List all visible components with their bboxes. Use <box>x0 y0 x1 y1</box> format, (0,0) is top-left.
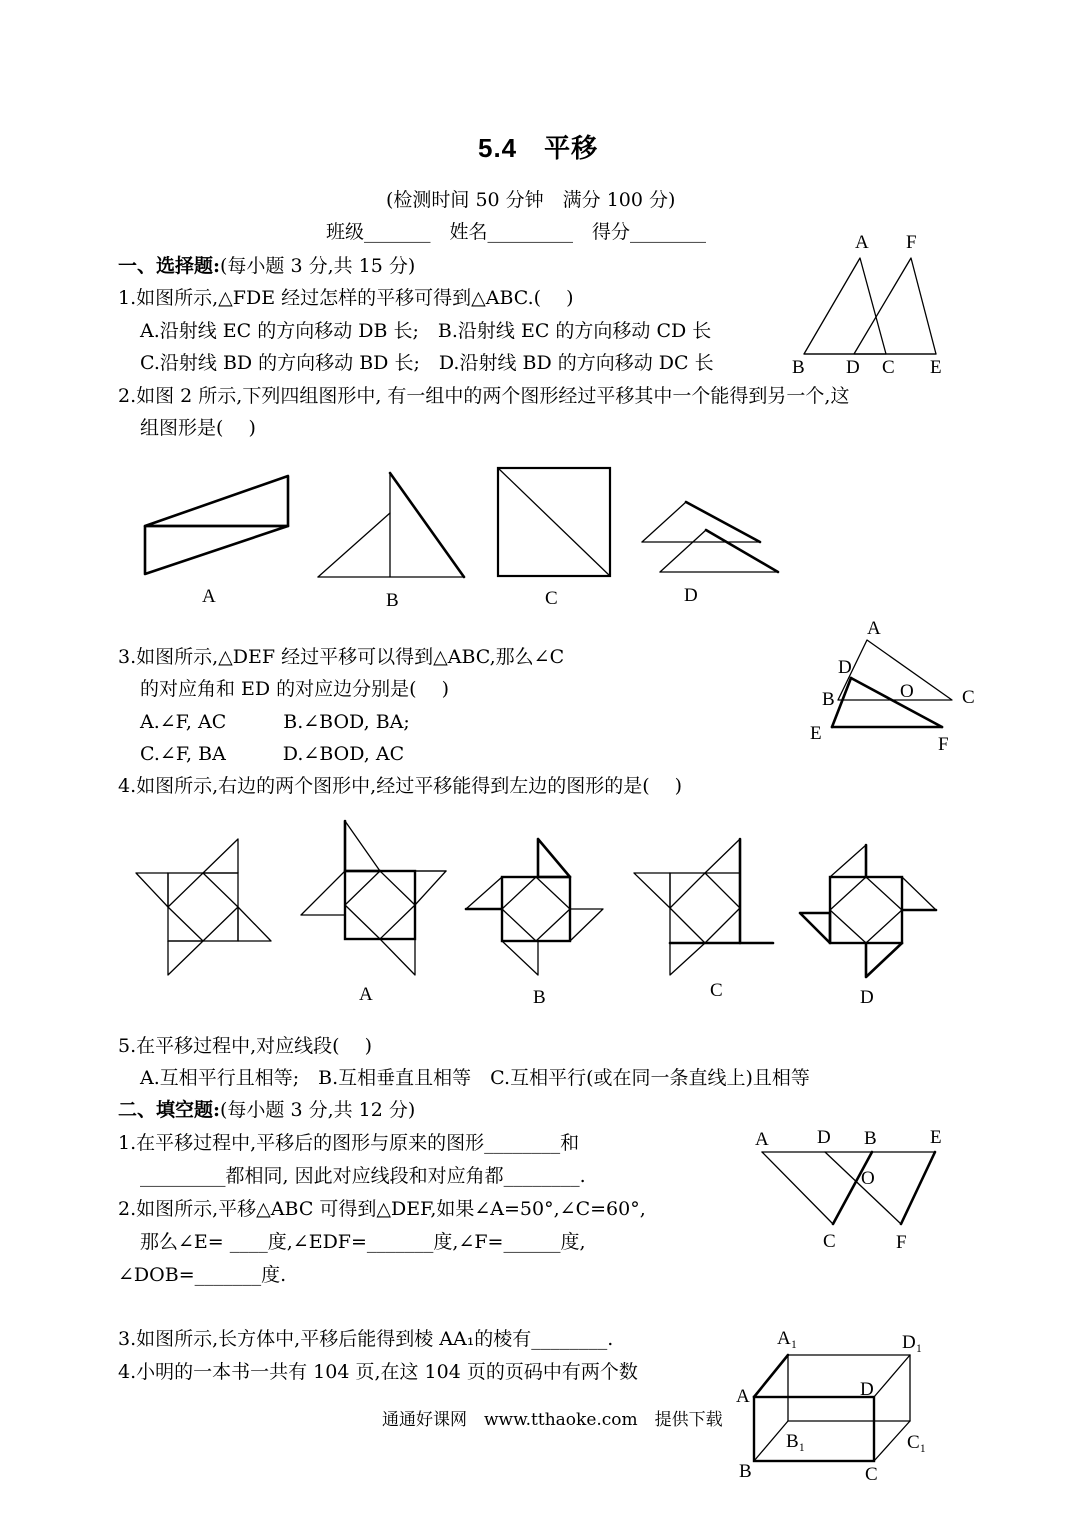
fill-q2-label-b: B <box>864 1128 877 1149</box>
q4-label-d: D <box>860 987 874 1008</box>
fill-q2-label-e: E <box>930 1127 942 1148</box>
q3-label-o: O <box>900 681 914 702</box>
q3-options-cd: C.∠F, BA D.∠BOD, AC <box>140 743 405 765</box>
q3-label-d: D <box>838 657 852 678</box>
q2-stem-line1: 2.如图 2 所示,下列四组图形中, 有一组中的两个图形经过平移其中一个能得到另一个,这 <box>118 385 850 407</box>
q3-label-a: A <box>867 618 881 639</box>
q3-figure <box>820 630 970 750</box>
q1-label-d: D <box>846 357 860 378</box>
q2-label-d: D <box>684 585 698 606</box>
section-2-note: (每小题 3 分,共 12 分) <box>220 1099 416 1121</box>
q5-options: A.互相平行且相等; B.互相垂直且相等 C.互相平行(或在同一条直线上)且相等 <box>140 1067 810 1089</box>
q4-figure-a <box>301 821 446 975</box>
q1-label-e: E <box>930 357 942 378</box>
fill-q2-figure <box>750 1140 950 1240</box>
fill-q4: 4.小明的一本书一共有 104 页,在这 104 页的页码中有两个数 <box>118 1361 638 1383</box>
student-info-line: 班级_______ 姓名_________ 得分________ <box>326 221 707 243</box>
q1-label-f: F <box>906 232 917 253</box>
cube-label-b: B <box>739 1461 752 1482</box>
cube-label-d1: D₁ <box>902 1332 923 1353</box>
q4-figure-c <box>634 839 773 975</box>
subtitle: (检测时间 50 分钟 满分 100 分) <box>386 189 676 211</box>
q4-label-c: C <box>710 980 723 1001</box>
q3-label-b: B <box>822 689 835 710</box>
fill-q1-line1: 1.在平移过程中,平移后的图形与原来的图形________和 <box>118 1132 580 1154</box>
footer-credit: 通通好课网 www.tthaoke.com 提供下载 <box>382 1410 723 1430</box>
section-1-header <box>118 254 415 278</box>
cube-label-b1: B₁ <box>786 1431 806 1452</box>
section-2-heading: 二、填空题: <box>118 1099 221 1121</box>
q1-label-c: C <box>882 357 895 378</box>
q4-figure-b <box>466 839 603 975</box>
q2-stem-line2: 组图形是( ) <box>140 417 256 439</box>
q5-stem: 5.在平移过程中,对应线段( ) <box>118 1035 373 1057</box>
section-1-heading: 一、选择题: <box>118 255 221 277</box>
cube-label-a1: A₁ <box>777 1328 798 1349</box>
fill-q2-label-o: O <box>861 1168 875 1189</box>
q3-stem-line1: 3.如图所示,△DEF 经过平移可以得到△ABC,那么∠C <box>118 646 565 668</box>
q4-label-a: A <box>359 984 373 1005</box>
q1-options-cd: C.沿射线 BD 的方向移动 BD 长; D.沿射线 BD 的方向移动 DC 长 <box>140 352 714 374</box>
fill-q2-label-f: F <box>896 1232 907 1253</box>
q2-label-c: C <box>545 588 558 609</box>
q3-stem-line2: 的对应角和 ED 的对应边分别是( ) <box>140 678 450 700</box>
cube-label-c: C <box>865 1464 878 1485</box>
q2-figures <box>130 460 790 590</box>
fill-q2-line1: 2.如图所示,平移△ABC 可得到△DEF,如果∠A=50°,∠C=60°, <box>118 1198 646 1220</box>
fill-q1-line2: _________都相同, 因此对应线段和对应角都________. <box>140 1165 586 1187</box>
q4-figure-d <box>800 845 936 977</box>
cube-label-d: D <box>860 1379 874 1400</box>
q3-options-ab: A.∠F, AC B.∠BOD, BA; <box>140 711 410 733</box>
fill-q2-line2: 那么∠E= ____度,∠EDF=_______度,∠F=______度, <box>140 1231 586 1253</box>
q3-label-c: C <box>962 687 975 708</box>
cube-label-a: A <box>736 1386 750 1407</box>
q1-options-ab: A.沿射线 EC 的方向移动 DB 长; B.沿射线 EC 的方向移动 CD 长 <box>140 320 712 342</box>
cuboid-figure <box>740 1340 930 1480</box>
q4-figures <box>130 815 950 985</box>
section-2-header <box>118 1098 415 1122</box>
fill-q2-label-d: D <box>817 1127 831 1148</box>
q3-label-e: E <box>810 723 822 744</box>
q4-label-b: B <box>533 987 546 1008</box>
cube-label-c1: C₁ <box>907 1432 927 1453</box>
fill-q3: 3.如图所示,长方体中,平移后能得到棱 AA₁的棱有________. <box>118 1328 614 1350</box>
q2-label-b: B <box>386 590 399 611</box>
q1-label-a: A <box>855 232 869 253</box>
q4-reference-figure <box>136 839 271 975</box>
q2-label-a: A <box>202 586 216 607</box>
fill-q2-label-c: C <box>823 1231 836 1252</box>
q3-label-f: F <box>938 734 949 755</box>
q1-stem: 1.如图所示,△FDE 经过怎样的平移可得到△ABC.( ) <box>118 287 574 309</box>
page-title: 5.4 平移 <box>478 133 599 163</box>
q1-label-b: B <box>792 357 805 378</box>
section-1-note: (每小题 3 分,共 15 分) <box>220 255 416 277</box>
q4-stem: 4.如图所示,右边的两个图形中,经过平移能得到左边的图形的是( ) <box>118 775 683 797</box>
fill-q2-label-a: A <box>755 1129 769 1150</box>
fill-q2-line3: ∠DOB=_______度. <box>118 1264 287 1286</box>
